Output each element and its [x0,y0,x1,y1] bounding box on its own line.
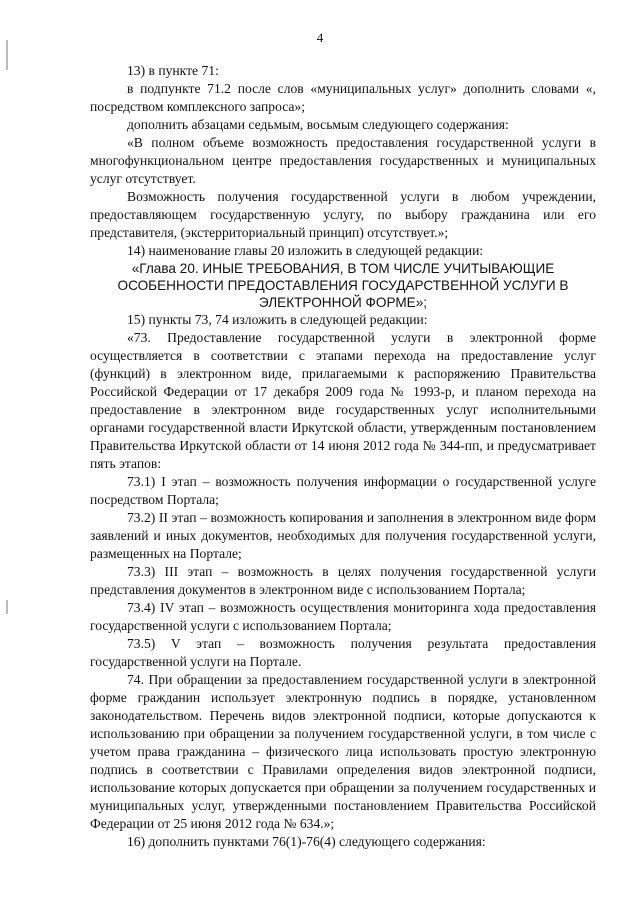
paragraph-13d: Возможность получения государственной услуги в любом учреждении, предоставляющем государственную услугу, по выбору гражданина или его представителя, (экстерриториальный принцип) отсутствует.»; [90,189,596,240]
list-item: 73.5) V этап – возможность получения результата предоставления государственной услуги на Портале. [90,636,596,669]
list-item: 73.4) IV этап – возможность осуществления мониторинга хода предоставления государственной услуги с использованием Портала; [90,600,596,633]
paragraph-13: 13) в пункте 71: [127,63,219,78]
paragraph-74: 74. При обращении за предоставлением государственной услуги в электронной форме гражданин использует электронную подпись в порядке, установленном законодательством. Перечень видов электронной подписи, которые допускаются к использованию при обращении за получением государственной услуги, в том числе с учетом права гражданина – физического лица использовать простую электронную подпись в соответствии с Правилами определения видов электронной подписи, использование которых допускается при обращении за получением государственных и муниципальных услуг, утвержденными постановлением Правительства Российской Федерации от 25 июня 2012 года № 634.»; [90,672,596,831]
page-number: 4 [316,30,324,45]
document-body [90,62,596,851]
paragraph-13b: дополнить абзацами седьмым, восьмым следующего содержания: [127,117,509,132]
list-item: 73.2) II этап – возможность копирования и заполнения в электронном виде форм заявлений и иных документов, необходимых для получения государственной услуги, размещенных на Портале; [90,510,596,561]
chapter-title: «Глава 20. ИНЫЕ ТРЕБОВАНИЯ, В ТОМ ЧИСЛЕ УЧИТЫВАЮЩИЕ ОСОБЕННОСТИ ПРЕДОСТАВЛЕНИЯ ГОСУДАРСТВЕННОЙ УСЛУГИ В ЭЛЕКТРОННОЙ ФОРМЕ»; [117,261,569,310]
paragraph-16: 16) дополнить пунктами 76(1)-76(4) следующего содержания: [127,834,486,849]
stages-list [90,473,596,671]
list-item: 73.3) III этап – возможность в целях получения государственной услуги представления документов в электронном виде с использованием Портала; [90,564,596,597]
list-item: 73.1) I этап – возможность получения информации о государственной услуге посредством Портала; [90,474,596,507]
scan-margin-mark [6,600,8,614]
paragraph-15: 15) пункты 73, 74 изложить в следующей редакции: [127,312,428,327]
paragraph-73: «73. Предоставление государственной услуги в электронной форме осуществляется в соответствии с этапами перехода на предоставление услуг (функций) в электронном виде, прилагаемыми к распоряжению Правительства Российской Федерации от 17 декабря 2009 года № 1993-р, и планом перехода на предоставление в электронном виде государственных услуг исполнительными органами государственной власти Иркутской области, утвержденным постановлением Правительства Иркутской области от 14 июня 2012 года № 344-пп, и предусматривает пять этапов: [90,330,596,471]
paragraph-13a: в подпункте 71.2 после слов «муниципальных услуг» дополнить словами «, посредством комплексного запроса»; [90,81,596,114]
paragraph-13c: «В полном объеме возможность предоставления государственной услуги в многофункциональном центре предоставления государственных и муниципальных услуг отсутствует. [90,135,596,186]
paragraph-14: 14) наименование главы 20 изложить в следующей редакции: [127,243,484,258]
